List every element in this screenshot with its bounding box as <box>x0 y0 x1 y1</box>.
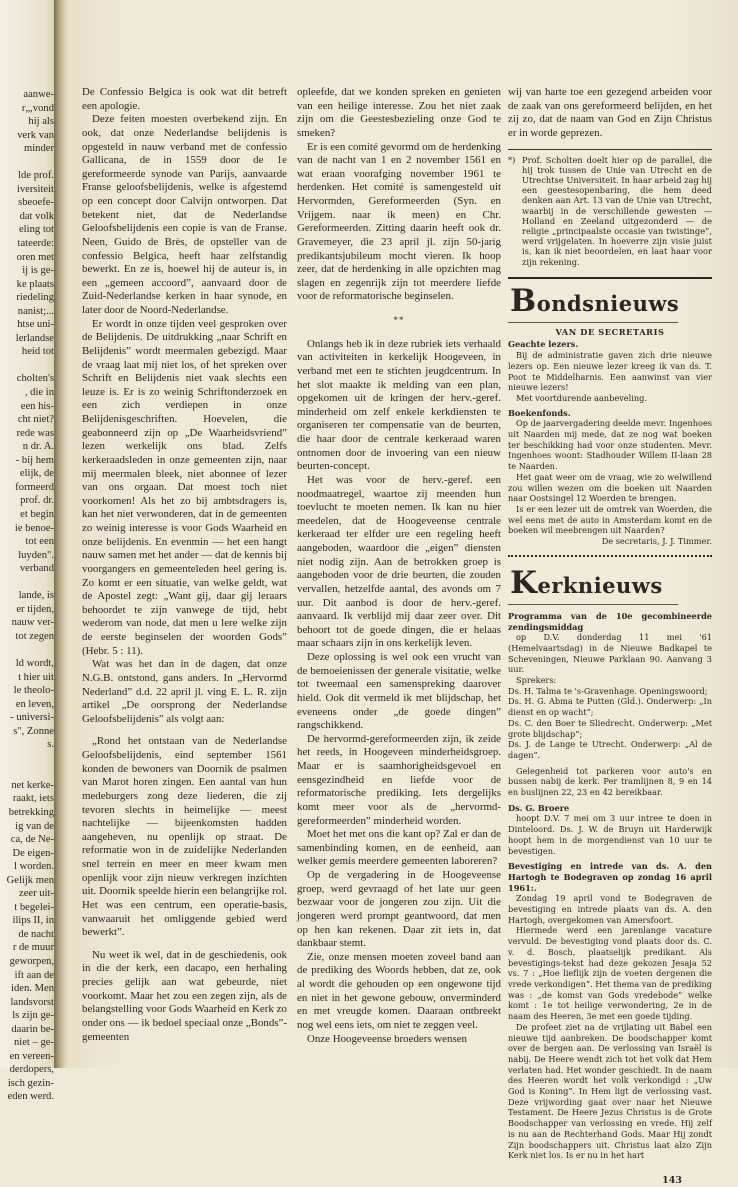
paragraph: op D.V. donderdag 11 mei '61 (Hemelvaartsdag) in de Nieuwe Badkapel te Scheveningen, Nieuwe Parklaan 90. Aanvang 3 uur. <box>508 632 712 675</box>
fragment-line: s", Zonne <box>13 725 54 737</box>
fragment-line: r de muur <box>12 942 54 954</box>
paragraph: hoopt D.V. 7 mei om 3 uur intree te doen in Dinteloord. Ds. J. W. de Bruyn uit Harderwijk hoopt hem in de morgendienst van 10 uur te bevestigen. <box>508 813 712 856</box>
fragment-line: ig van de <box>15 820 54 832</box>
fragment-line: niet – ge- <box>13 1037 54 1049</box>
fragment-line: iversiteit <box>16 183 54 195</box>
fragment-line <box>0 765 54 779</box>
footnote-marker: *) <box>508 154 516 165</box>
speaker-item: Ds. C. den Boer te Sliedrecht. Onderwerp: „Met grote blijdschap”; <box>508 717 712 739</box>
fragment-line: hij als <box>28 116 54 128</box>
paragraph: Moet het met ons die kant op? Zal er dan de samenbinding komen, en de eenheid, aan welker gemis meerdere gemeenten laboreren? <box>297 828 501 868</box>
fragment-line <box>0 156 54 170</box>
footnote <box>508 149 712 267</box>
fragment-line: lde prof. <box>18 170 54 182</box>
footnote-text: Prof. Scholten doelt hier op de parallel, die hij trok tussen de Unie van Utrecht en de Utrechtse Universiteit. In haar arbeid zag hij een geestesopenbaring, die hem deed denken aan Art. 13 van de Unie van Utrecht, waarbij in de verschillende gewesten — Holland en Zeeland uitgezonderd — de religie „principaalste occasie van twistinge”, werd vrijgelaten. In hoeverre zijn visie juist is, kan ik niet beoordelen, en laat haar voor zijn rekening. <box>522 154 712 267</box>
fragment-line: htse uni- <box>17 319 54 331</box>
divider <box>508 322 678 323</box>
previous-page-fragment <box>0 0 56 1103</box>
speaker-item: Ds. H. Talma te 's-Gravenhage. Openingswoord; <box>508 685 708 696</box>
fragment-line: derdopers, <box>9 1064 54 1076</box>
paragraph: opleefde, dat we konden spreken en genieten van een heilige interesse. Zou het niet zaak zijn om die Geestesbezieling onze God te smeken? <box>297 86 501 139</box>
fragment-line: eling tot <box>18 224 54 236</box>
fragment-line: t begelei- <box>14 901 54 913</box>
kerknieuws-section <box>508 611 712 1161</box>
fragment-line: verband <box>19 563 54 575</box>
fragment-line: geworpen, <box>9 956 54 967</box>
paragraph: Zondag 19 april vond te Bodegraven de bevestiging en intrede plaats van ds. A. den Hartogh, overgekomen van Amersfoort. <box>508 893 712 925</box>
fragment-line: ke plaats <box>16 278 54 290</box>
previous-page-text <box>0 88 54 1104</box>
fragment-line: elijk, de <box>19 468 54 480</box>
fragment-line: formeerd <box>15 481 54 493</box>
page-number: 143 <box>662 1174 682 1186</box>
fragment-line: tot zegen <box>15 630 54 642</box>
paragraph: Nu weet ik wel, dat in de geschiedenis, ook in die der kerk, een dacapo, een herhaling precies gelijk aan wat gebeurde, niet voorkomt. Maar het zou een zegen zijn, als de belangstelling voor Gods Waarheid en Kerk zo onder ons — ik bedoel speciaal onze „Bonds”-gemeenten <box>82 948 287 1043</box>
fragment-line: ld wordt, <box>15 657 54 669</box>
paragraph: Wat was het dan in de dagen, dat onze N.G.B. ontstond, gans anders. In „Hervormd Nederland” d.d. 22 april jl. ving E. L. R. zijn artikel „De oorsprong der Nederlandse Geloofsbelijdenis” als volgt aan: <box>82 658 287 725</box>
subheading: Ds. G. Broere <box>508 802 570 813</box>
fragment-line: cholten's <box>16 373 54 385</box>
fragment-line: tot een <box>25 536 54 548</box>
paragraph: Er is een comité gevormd om de herdenking van de nacht van 1 en 2 november 1561 en wat eraan voorafging november 1961 te herdenken. Het comité is samengesteld uit Hervormden, Gereformeerden (Syn. en Vrijgem. naar ik meen) en Chr. Gereformeerden. Zitting daarin heeft ook dr. Gravemeyer, die 23 april jl. zijn 50-jarig predikantsjubileum mocht vieren. Ik hoop zeer, dat de herdenking in alle opzichten mag slagen en zegenrijk zijn tot meerdere liefde voor de reformatorische beginselen. <box>297 140 501 303</box>
fragment-line: heid tot <box>21 346 54 358</box>
fragment-line: lerlandse <box>15 332 54 344</box>
fragment-line: nauw ver- <box>11 617 54 629</box>
section-separator: ** <box>393 315 405 325</box>
fragment-line: ls zijn ge- <box>12 1010 54 1022</box>
fragment-line: landsvorst <box>10 996 54 1008</box>
fragment-line: dat volk <box>19 210 54 222</box>
paragraph: Het was voor de herv.-geref. een noodmaatregel, waartoe zij meenden hun toevlucht te moeten nemen. Ik kan nu hier meedelen, dat de Hoogeveense centrale kerkeraad ter elfder ure een regeling heeft aangeboden, waardoor die „eigen” diensten niet nodig zijn. Aan de betrokken groep is aangeboden voor de drie beurten, die zouden vervallen, hetzelfde aantal, des avonds om 7 uur. Dit aanbod is door de herv.-geref. aanvaard. Ik verblijd mij daar zeer over. Dit behoort tot de goede dingen, die er helaas maar schaars zijn in ons kerkelijk leven. <box>297 473 501 650</box>
fragment-line: verk van <box>17 129 54 141</box>
column-1 <box>82 86 287 1044</box>
fragment-line: minder <box>23 143 54 155</box>
fragment-line: riedeling <box>16 292 54 304</box>
paragraph: Gelegenheid tot parkeren voor auto's en bussen nabij de kerk. Per tramlijnen 8, 9 en 14 en buslijnen 22, 23 en 42 bereikbaar. <box>508 765 712 798</box>
subheading: Boekenfonds. <box>508 407 571 418</box>
paragraph: Onze Hoogeveense broeders wensen <box>307 1032 467 1045</box>
fragment-line: nanist;... <box>17 305 54 317</box>
fragment-line: De eigen- <box>12 847 54 859</box>
subheading: Geachte lezers. <box>508 339 579 350</box>
fragment-line <box>0 359 54 373</box>
paragraph: Zie, onze mensen moeten zoveel band aan de prediking des Woords hebben, dat ze, ook al wordt die gehouden op een ongewone tijd en niet in het gewone gebouw, onverminderd en met vreugde komen. Daaraan ontbreekt nog wel eens iets, om niet te zeggen veel. <box>297 950 501 1031</box>
kerknieuws-heading <box>510 564 712 602</box>
fragment-line: prof. dr. <box>20 495 54 507</box>
fragment-line: eden werd. <box>7 1091 54 1103</box>
speaker-item: Ds. H. G. Abma te Putten (Gld.). Onderwerp: „In dienst en op wacht”; <box>508 696 712 718</box>
fragment-line: ift aan de <box>14 969 54 981</box>
fragment-line: , die in <box>24 387 54 399</box>
fragment-line: er tijden, <box>16 603 54 615</box>
bondsnieuws-heading <box>510 282 712 320</box>
paragraph: Deze oplossing is wel ook een vrucht van de bemoeienissen der generale visitatie, welke tot tweemaal een samenspreking daarover hield. Ook dit vermeld ik met blijdschap, het eveneens onder „de goede dingen” rangschikkend. <box>297 651 501 732</box>
paragraph: Op de vergadering in de Hoogeveense groep, werd gevraagd of het late uur geen bezwaar voor de jongeren zou zijn. Uit die jongeren werd prompt geantwoord, dat men op hen kan rekenen. Daar zit iets in, dat dankbaar stemt. <box>297 869 501 950</box>
paragraph: Onlangs heb ik in deze rubriek iets verhaald van activiteiten in kerkelijk Hoogeveen, in verband met een te stichten jeugdcentrum. In het slot maakte ik melding van een plan, opgekomen uit de kringen der herv.-geref. minderheid om zelf enkele kerkdiensten te organiseren ter compensatie van de beurten, die haar door de centrale kerkeraad waren ontnomen door de invoering van een nieuw beurten-concept. <box>297 337 501 473</box>
fragment-line: Gelijk men <box>6 874 54 886</box>
paragraph: De profeet ziet na de vrijlating uit Babel een nieuwe tijd aanbreken. De boodschapper komt over de bergen aan. De verlossing van Israël is nabij. De Heere wendt zich tot het volk dat Hem verlaten had. Het wonder geschiedt. In de naam des Heeren wordt het volk verkondigd : „Uw God is Koning”. In Hem ligt de verlossing vast. Deze vrijwording gaat over naar het Nieuwe Testament. De Heere Jezus Christus is de Grote Boodschapper van verlossing en vrede. Hij zelf is nu aan de Rechterhand Gods. Maar Hij zondt Zijn boodschappers uit. Christus laat alzo Zijn Kerk niet los. Is er nu in het hart <box>508 1021 712 1161</box>
fragment-line: l worden. <box>13 861 54 873</box>
fragment-line: tateerde: <box>17 238 54 250</box>
fragment-line: zeer uit- <box>19 888 54 900</box>
fragment-line: raakt, iets <box>12 793 54 805</box>
fragment-line: n dr. A. <box>22 441 54 453</box>
heading-rest: ondsnieuws <box>536 290 680 316</box>
wavy-divider <box>508 555 712 563</box>
paragraph: Met voortdurende aanbeveling. <box>516 392 647 403</box>
paragraph: wij van harte toe een gezegend arbeiden voor de zaak van ons gereformeerd belijden, en het zij zo, dat de naam van God en Zijn Christus er in worde geprezen. <box>508 86 712 139</box>
page-gutter-shadow <box>54 0 70 1068</box>
fragment-line <box>0 576 54 590</box>
paragraph: Bij de administratie gaven zich drie nieuwe lezers op. Een nieuwe lezer kreeg ik van ds. T. Poot te Middelharnis. Een aanwinst van vier nieuwe lezers! <box>508 350 712 393</box>
fragment-line: de nacht <box>18 928 54 940</box>
column-3 <box>508 86 712 1187</box>
fragment-line: cht niet? <box>17 414 54 426</box>
fragment-line: ie benoe- <box>14 522 54 534</box>
paragraph: Het gaat weer om de vraag, wie zo welwillend zou willen wezen om die boeken uit Naarden naar Oostsingel 12 Woerden te brengen. <box>508 471 712 504</box>
fragment-line: lande, is <box>18 590 54 602</box>
fragment-line: ca, de Ne- <box>10 834 54 846</box>
column-2 <box>297 86 501 1046</box>
fragment-line: t hier uit <box>18 671 54 683</box>
fragment-line: le theolo- <box>13 685 54 697</box>
fragment-line <box>0 643 54 657</box>
divider <box>508 277 712 279</box>
fragment-line: ilips II, in <box>12 915 54 927</box>
fragment-line: s. <box>47 739 54 751</box>
paragraph: De hervormd-gereformeerden zijn, ik zeide het reeds, in Hoogeveen minderheidsgroep. Maar er is saamhorigheidsgevoel en eensgezindheid en liefde voor de reformatorische prediking. Iets dergelijks komt meer voor als de „hervormd-gereformeerden” minderheid worden. <box>297 732 501 827</box>
heading-rest: erknieuws <box>537 572 663 598</box>
label: Sprekers: <box>516 675 557 686</box>
fragment-line: et begin <box>20 508 54 520</box>
subheading: Bevestiging en intrede van ds. A. den Hartogh te Bodegraven op zondag 16 april 1961:. <box>508 861 712 893</box>
bondsnieuws-section <box>508 327 712 547</box>
paragraph: Deze feiten moesten overbekend zijn. En ook, dat onze Nederlandse belijdenis is opgesteld in nauw verband met de confessio Gallicana, de in 1559 door de 1e gereformeerde synode van Parijs, aanvaarde Franse geloofsbelijdenis, welke is afgestemd op een concept door Calvijn ontworpen. Dat betekent niet, dat de Nederlandse Geloofsbelijdenis een copie is van de Franse. Neen, Guido de Brès, de opsteller van de confessio Belgica, heeft haar zelfstandig bewerkt. En ze is, hoewel hij de auteur is, in een „gemeen accoord”, aanvaard door de Zuid-Nederlandse kerken in haar synode, en later door de Noord-Nederlandse. <box>82 113 287 316</box>
fragment-line: rede was <box>16 427 54 439</box>
fragment-line: en leven, <box>15 698 54 710</box>
fragment-line <box>0 752 54 766</box>
fragment-line: - bij hem <box>15 454 54 466</box>
divider <box>508 604 678 605</box>
fragment-line: - universi- <box>10 712 54 724</box>
fragment-line: aanwe- <box>23 89 54 100</box>
fragment-line: r„,vond <box>21 102 54 114</box>
section-subtitle: VAN DE SECRETARIS <box>555 326 665 337</box>
signature: De secretaris, J. J. Timmer. <box>601 536 712 547</box>
paragraph: Hiermede werd een jarenlange vacature vervuld. De bevestiging vond plaats door ds. C. v. d. Bosch, plaatselijk predikant. Als bevestigings-tekst had deze gekozen Jesaja 52 vs. 7 : „Hoe lieflijk zijn de voeten dergenen die vrede verkondigen”. Het thema van de prediking was : „de komst van Gods vredebode” welke komt : 1e tot heilige verwondering, 2e in de naam des Heeren, 3e met een goede tijding. <box>508 925 712 1022</box>
fragment-line: ij is ge- <box>22 265 54 277</box>
fragment-line: luyden". <box>18 549 54 561</box>
fragment-line: daarin be- <box>11 1023 54 1035</box>
paragraph: De Confessio Belgica is ook wat dit betreft een apologie. <box>82 86 287 112</box>
heading-initial: K <box>510 564 538 601</box>
speaker-item: Ds. J. de Lange te Utrecht. Onderwerp: „Al de dagen”. <box>508 739 712 760</box>
quote-paragraph: „Rond het ontstaan van de Nederlandse Geloofsbelijdenis, eind september 1561 konden de bewoners van Doornik de psalmen van Marot horen zingen. Een aantal van hun medeburgers zong deze liederen, die zij tevoren slechts in heimelijke — meest nachtelijke — bijeenkomsten hadden aangeheven, nu openlijk op straat. De reformatie won in de zuidelijke Nederlanden snel terrein en meer en meer kwam men openlijk voor zijn nieuw verkregen inzichten uit. Doornik speelde hierin een belangrijke rol. Het was een centrum, een operatie-basis, vanwaaruit het omliggende gebied werd bewerkt”. <box>82 735 287 939</box>
subheading: Programma van de 10e gecombineerde zendingsmiddag <box>508 610 712 632</box>
fragment-line: iden. Men <box>11 983 54 995</box>
fragment-line: sbeoefe- <box>18 197 54 209</box>
fragment-line: en vereen- <box>9 1050 54 1062</box>
fragment-line: net kerke- <box>11 779 54 791</box>
heading-initial: B <box>510 282 537 319</box>
fragment-line: een his- <box>20 400 54 412</box>
fragment-line: oren met <box>16 251 54 263</box>
fragment-line: betrekking <box>8 806 54 818</box>
paragraph: Is er een lezer uit de omtrek van Woerden, die wel eens met de auto in Amsterdam komt en de boeken wil meebrengen uit Naarden? <box>508 503 712 536</box>
paragraph: Er wordt in onze tijden veel gesproken over de Belijdenis. De uitdrukking „naar Schrift en Belijdenis” wordt meermalen gebezigd. Maar de vraag laat mij niet los, of het spreken over Schrift en Belijdenis niet vaak slechts een leuze is. Er is zo weinig Schriftonderzoek en een zich verdiepen in onze Belijdenisgeschriften. Hoevelen, die geabonneerd zijn op „De Waarheidsvriend” lezen werkelijk ons blad. Zelfs kerkeraadsleden in onze gemeenten zijn, naar mij meermalen bleek, niet abonnee of lezer van ons orgaan. Dat moest toch niet voorkomen! Als het zo bij ambtsdragers is, kan het niet verwonderen, dat in de gemeenten zo weinig interesse is voor Gods Waarheid en onze belijdenis. En evenmin — het een hangt nauw samen met het ander — dat de kennis bij voorgangers en gemeenteleden heel gering is. Zo komt er een situatie, van welke geldt, wat de Apostel zegt: „Want gij, daar gij leraars behoordet te zijn vanwege de tijd, hebt wederom van node, dat men u lere welke zijn de eerste beginselen der woorden Gods” (Hebr. 5 : 11). <box>82 317 287 657</box>
paragraph: Op de jaarvergadering deelde mevr. Ingenhoes uit Naarden mij mede, dat ze nog wat boeken ter beschikking had voor onze studenten. Mevr. Ingenhoes woont: Stadhouder Willem II-laan 28 te Naarden. <box>508 418 712 472</box>
fragment-line: isch gezin- <box>7 1077 54 1089</box>
